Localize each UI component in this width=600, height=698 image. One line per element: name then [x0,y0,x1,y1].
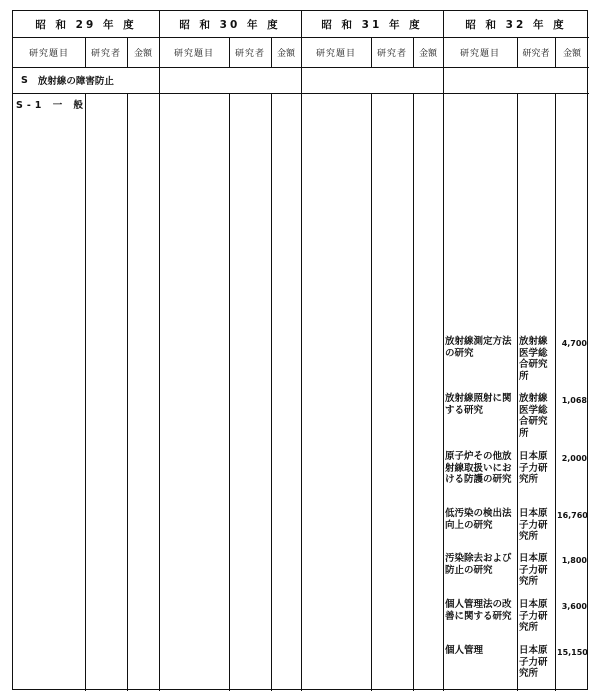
year-separator [159,11,160,691]
col-header-researcher: 研究者 [90,49,121,59]
col-header-title: 研究題目 [173,49,214,59]
col-separator [413,93,414,691]
entry-researcher: 日本原子力研究所 [519,508,548,542]
col-header-title: 研究題目 [315,49,356,59]
budget-table [12,10,588,690]
entry-researcher: 日本原子力研究所 [519,599,548,633]
entry-title: 個人管理法の改善に関する研究 [445,599,512,622]
subsection-label: S-1 一 般 [16,100,88,111]
entry-amount: 4,700 [561,339,587,348]
col-header-researcher: 研究者 [376,49,407,59]
entry-title: 汚染除去および防止の研究 [445,553,512,576]
section-code: S [21,74,28,86]
col-header-title: 研究題目 [28,49,69,59]
section-heading [21,68,114,92]
year-header-1956: 昭 和 31 年 度 [321,18,423,31]
col-separator [517,93,518,691]
entry-amount: 3,600 [561,602,587,611]
col-header-amount: 金額 [133,49,152,59]
entry-title: 放射線測定方法の研究 [445,336,512,359]
entry-researcher: 放射線医学総合研究所 [519,393,548,439]
col-header-title: 研究題目 [459,49,500,59]
entry-researcher: 放射線医学総合研究所 [519,336,548,382]
year-header-1957: 昭 和 32 年 度 [465,18,567,31]
col-separator [85,93,86,691]
year-header-1955: 昭 和 30 年 度 [179,18,281,31]
year-separator [443,11,444,691]
col-separator [271,93,272,691]
col-separator [127,93,128,691]
section-title: 放射線の障害防止 [37,76,114,87]
entry-amount: 15,150 [557,648,588,657]
col-header-amount: 金額 [418,49,437,59]
entry-title: 放射線照射に関する研究 [445,393,512,416]
year-header-1954: 昭 和 29 年 度 [35,18,137,31]
entry-researcher: 日本原子力研究所 [519,553,548,587]
entry-amount: 1,800 [561,556,587,565]
col-separator [555,93,556,691]
entry-title: 個人管理 [445,645,484,656]
entry-amount: 2,000 [561,454,587,463]
entry-title: 低汚染の検出法向上の研究 [445,508,512,531]
entry-amount: 1,068 [561,396,587,405]
col-separator [229,93,230,691]
col-header-researcher: 研究者 [522,49,550,59]
col-header-amount: 金額 [562,49,581,59]
col-header-amount: 金額 [276,49,295,59]
entry-amount: 16,760 [557,511,588,520]
entry-title: 原子炉その他放射線取扱いにおける防護の研究 [445,451,512,485]
year-separator [301,11,302,691]
col-separator [371,93,372,691]
entry-researcher: 日本原子力研究所 [519,451,548,485]
col-header-researcher: 研究者 [234,49,265,59]
entry-researcher: 日本原子力研究所 [519,645,548,679]
